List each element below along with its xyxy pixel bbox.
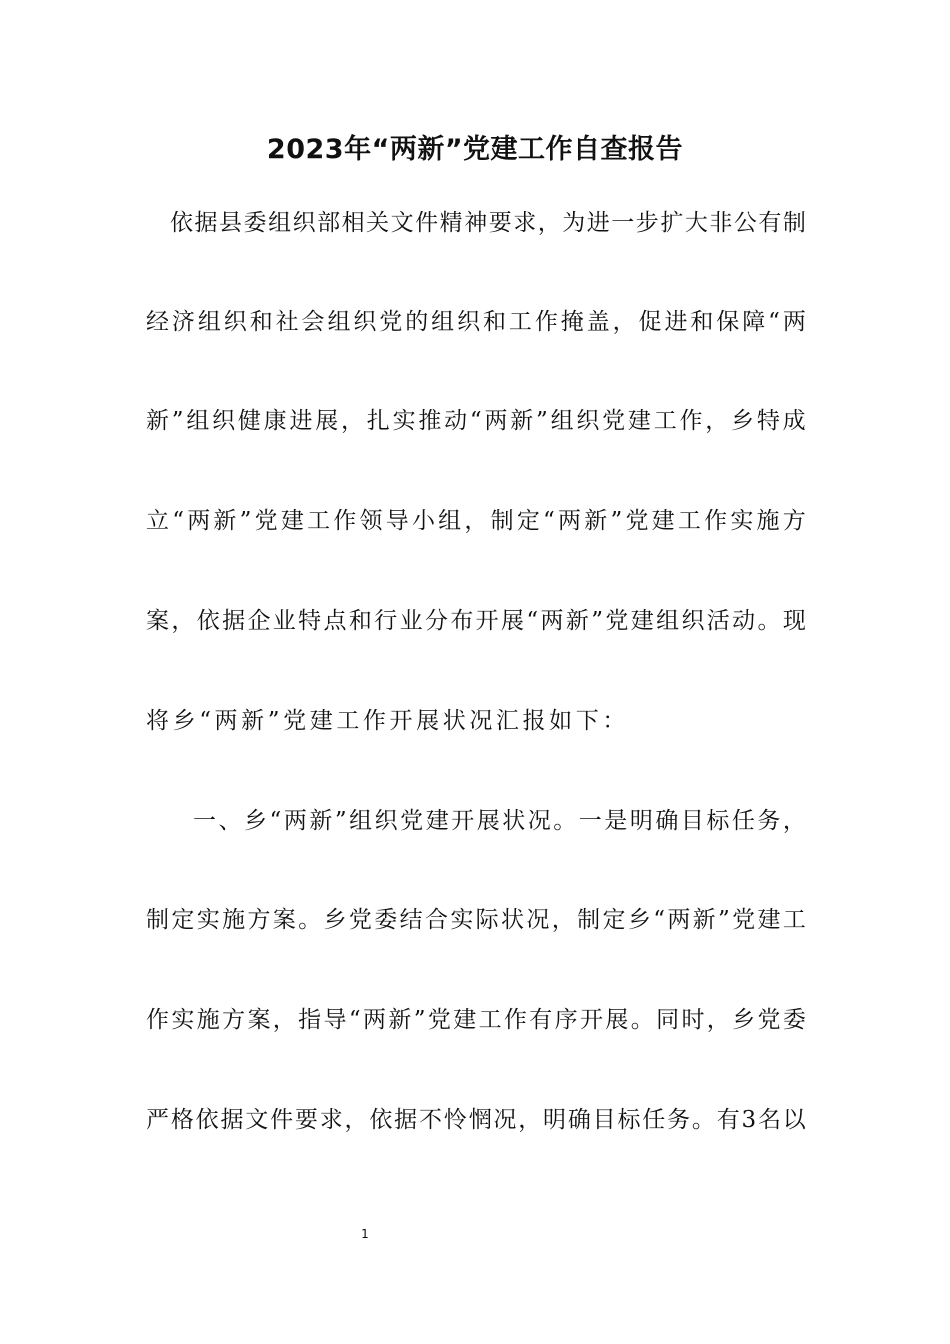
paragraph-line: 依 据 县 委 组 织 部 相 关 文 件 精 神 要 求 ， 为 进 一 步 扩 大 非 公 有 制 [170,210,806,236]
paragraph-line: 一 、 乡 “ 两 新 ” 组 织 党 建 开 展 状 况 。 一 是 明 确 目 标 任 务 ， [193,808,806,834]
page-number: 1 [361,1227,369,1241]
paragraph-line: 制 定 实 施 方 案 。 乡 党 委 结 合 实 际 状 况 ， 制 定 乡 “ 两 新 ” 党 建 工 [146,907,806,933]
paragraph-line: 新 ” 组 织 健 康 进 展 ， 扎 实 推 动 “ 两 新 ” 组 织 党 建 工 作 ， 乡 特 成 [146,408,806,434]
paragraph-line: 案 ， 依 据 企 业 特 点 和 行 业 分 布 开 展 “ 两 新 ” 党 建 组 织 活 动 。 现 [146,608,806,634]
paragraph-line: 将乡“两新”党建工作开展状况汇报如下： [146,708,629,734]
paragraph-line: 经 济 组 织 和 社 会 组 织 党 的 组 织 和 工 作 掩 盖 ， 促 进 和 保 障 “ 两 [146,309,806,335]
paragraph-line: 作 实 施 方 案 ， 指 导 “ 两 新 ” 党 建 工 作 有 序 开 展 。 同 时 ， 乡 党 委 [146,1007,806,1033]
document-title: 2023年“两新”党建工作自查报告 [266,134,684,165]
paragraph-line: 严 格 依 据 文 件 要 求 ， 依 据 不 怜 惘 况 ， 明 确 目 标 任 务 。 有 3 名 以 [146,1107,806,1133]
paragraph-line: 立 “ 两 新 ” 党 建 工 作 领 导 小 组 ， 制 定 “ 两 新 ” 党 建 工 作 实 施 方 [146,508,806,534]
